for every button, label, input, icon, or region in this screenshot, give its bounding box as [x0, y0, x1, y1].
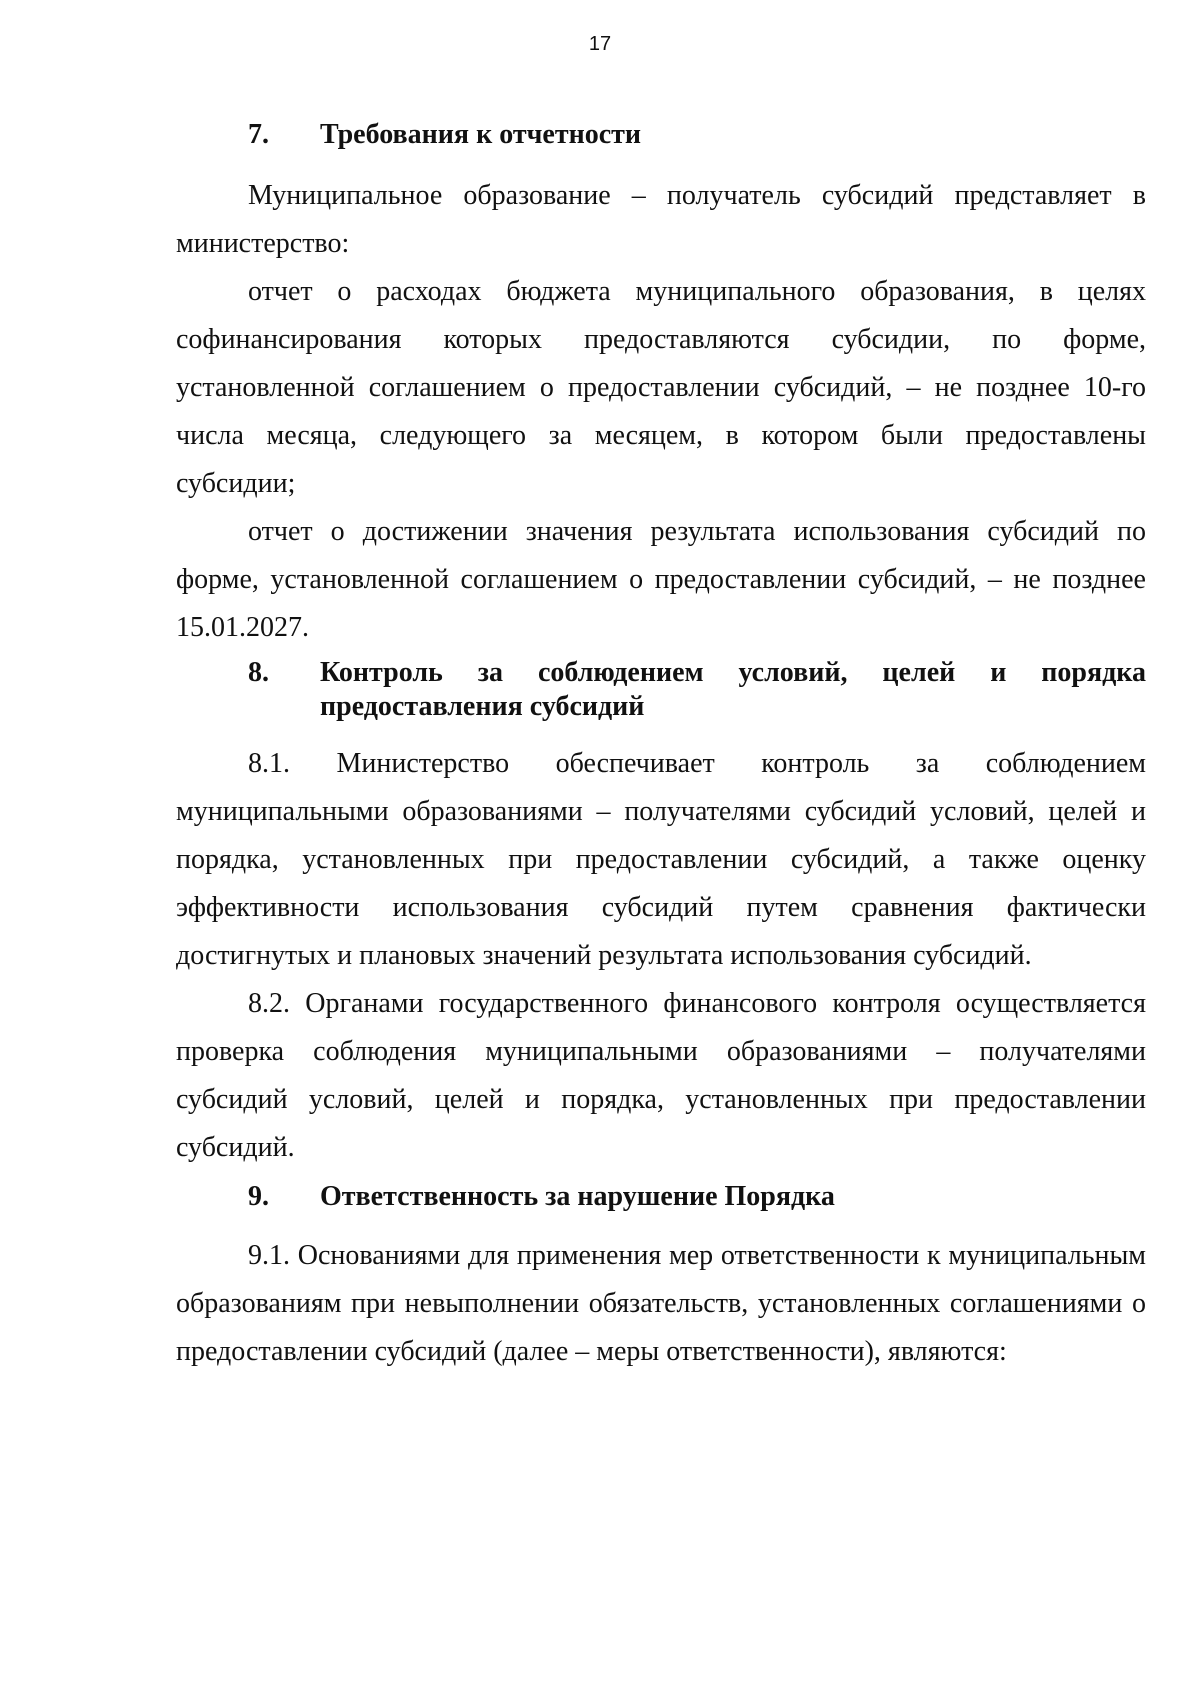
section-8-title-line-1: Контроль за соблюдением условий, целей и порядка [320, 657, 1146, 688]
section-7-paragraph-2: отчет о расходах бюджета муниципального образования, в целях софинансирования которых предоставляются субсидии, по форме, установленной соглашением о предоставлении субсидий, – не позднее 10-го числа месяца, следующего за месяцем, в котором были предоставлены субсидии; [176, 276, 1146, 499]
section-7-title: Требования к отчетности [320, 119, 642, 150]
section-7-paragraph-3: отчет о достижении значения результата использования субсидий по форме, установленной соглашением о предоставлении субсидий, – не позднее 15.01.2027. [176, 516, 1146, 643]
section-8-body [176, 740, 1146, 1172]
section-9-paragraph-1: 9.1. Основаниями для применения мер ответственности к муниципальным образованиям при невыполнении обязательств, установленных соглашениями о предоставлении субсидий (далее – меры ответственности), являются: [176, 1240, 1146, 1367]
section-7-paragraph-1: Муниципальное образование – получатель субсидий представляет в министерство: [176, 180, 1146, 259]
section-9-number: 9. [248, 1181, 269, 1212]
section-9-title: Ответственность за нарушение Порядка [320, 1181, 835, 1212]
section-8-title-line-2: предоставления субсидий [320, 691, 645, 722]
section-7-body [176, 172, 1146, 652]
section-8-paragraph-1: 8.1. Министерство обеспечивает контроль за соблюдением муниципальными образованиями – получателями субсидий условий, целей и порядка, установленных при предоставлении субсидий, а также оценку эффективности использования субсидий путем сравнения фактически достигнутых и плановых значений результата использования субсидий. [176, 748, 1146, 971]
section-8-number: 8. [248, 657, 269, 688]
section-8-title [320, 656, 1146, 724]
section-9-body [176, 1232, 1146, 1376]
page-number: 17 [588, 33, 612, 55]
section-8-paragraph-2: 8.2. Органами государственного финансового контроля осуществляется проверка соблюдения муниципальными образованиями – получателями субсидий условий, целей и порядка, установленных при предоставлении субсидий. [176, 988, 1146, 1163]
section-7-number: 7. [248, 119, 269, 150]
